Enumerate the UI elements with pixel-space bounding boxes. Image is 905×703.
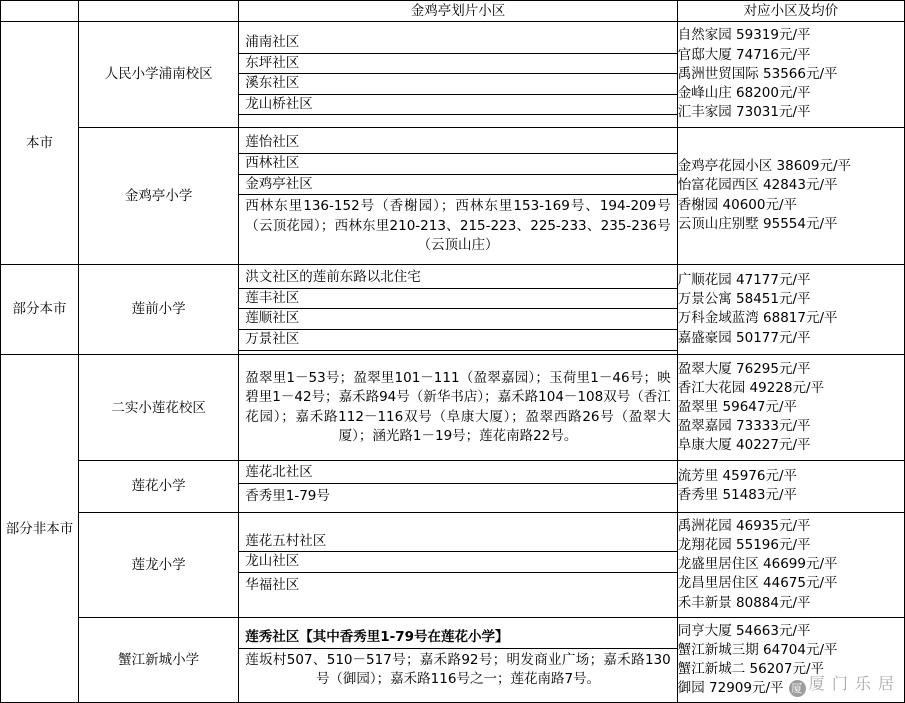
watermark-text: 厦 门 乐 居 <box>808 674 895 693</box>
table-row <box>1 461 905 512</box>
list-item: 嘉盛豪园 50177元/平 <box>677 329 811 346</box>
list-item: 禹洲花园 46935元/平 <box>677 517 811 534</box>
list-item: 蟹江新城二 56207元/平 <box>677 661 825 678</box>
list-item: 莲怡社区 <box>239 133 676 154</box>
list-item: 香榭园 40600元/平 <box>677 196 798 213</box>
list-item: 同亨大厦 54663元/平 <box>677 622 811 639</box>
school-cell: 金鸡亭小学 <box>79 127 239 264</box>
list-item: 盈翠大厦 76295元/平 <box>677 360 811 377</box>
list-item: 云顶山庄别墅 95554元/平 <box>677 215 838 232</box>
list-item: 莲花北社区 <box>239 463 676 484</box>
list-item: 蟹江新城三期 64704元/平 <box>677 641 838 658</box>
list-item: 洪文社区的莲前东路以北住宅 <box>239 268 676 289</box>
list-item: 金峰山庄 68200元/平 <box>677 84 811 101</box>
price-cell <box>677 461 904 512</box>
list-item: 御园 72909元/平 <box>677 680 784 697</box>
price-cell <box>677 618 904 703</box>
price-cell <box>677 22 904 128</box>
list-item: 盈翠嘉园 73333元/平 <box>677 418 811 435</box>
list-item: 流芳里 45976元/平 <box>677 468 798 485</box>
zone-cell <box>239 512 677 618</box>
header-blank-category <box>1 1 79 22</box>
school-cell: 莲龙小学 <box>79 512 239 618</box>
list-item: 官邸大厦 74716元/平 <box>677 46 811 63</box>
table-row <box>1 127 905 264</box>
header-blank-school <box>79 1 239 22</box>
school-cell: 莲花小学 <box>79 461 239 512</box>
category-cell: 部分非本市 <box>1 355 79 703</box>
list-item: 盈翠里 59647元/平 <box>677 399 798 416</box>
list-item: 龙翔花园 55196元/平 <box>677 537 811 554</box>
list-item: 龙山社区 <box>239 552 676 573</box>
price-cell <box>677 127 904 264</box>
list-item: 禾丰新景 80884元/平 <box>677 594 811 611</box>
table-header-row <box>1 1 905 22</box>
list-item: 东坪社区 <box>239 54 676 75</box>
zone-cell <box>239 127 677 264</box>
list-item: 香秀里1-79号 <box>245 487 330 504</box>
list-item: 万景社区 <box>239 330 676 351</box>
table-row <box>1 22 905 128</box>
price-cell <box>677 355 904 461</box>
price-cell <box>677 264 904 355</box>
zone-cell <box>239 355 677 461</box>
list-item: 阜康大厦 40227元/平 <box>677 437 811 454</box>
school-cell: 二实小莲花校区 <box>79 355 239 461</box>
table-row <box>1 264 905 355</box>
list-item: 浦南社区 <box>239 33 676 54</box>
list-item: 龙昌里居住区 44675元/平 <box>677 575 838 592</box>
list-item: 西林东里136-152号（香榭园）；西林东里153-169号、194-209号（云顶花园）；西林东里210-213、215-223、225-233、235-236号（云顶山庄） <box>245 198 671 254</box>
list-item: 万科金域蓝湾 68817元/平 <box>677 310 838 327</box>
school-cell: 蟹江新城小学 <box>79 618 239 703</box>
list-item: 自然家园 59319元/平 <box>677 27 811 44</box>
table-row <box>1 618 905 703</box>
table-row <box>1 512 905 618</box>
category-cell: 本市 <box>1 22 79 265</box>
list-item: 广顺花园 47177元/平 <box>677 272 811 289</box>
list-item: 龙盛里居住区 46699元/平 <box>677 556 838 573</box>
list-item: 西林社区 <box>239 154 676 175</box>
list-item: 龙山桥社区 <box>239 95 676 116</box>
list-item: 溪东社区 <box>239 74 676 95</box>
school-cell: 人民小学浦南校区 <box>79 22 239 128</box>
list-item: 金鸡亭花园小区 38609元/平 <box>677 158 852 175</box>
zone-cell <box>239 618 677 703</box>
list-item: 莲顺社区 <box>239 309 676 330</box>
price-cell <box>677 512 904 618</box>
list-item: 金鸡亭社区 <box>239 175 676 196</box>
header-zone-column: 金鸡亭划片小区 <box>239 1 677 22</box>
school-cell: 莲前小学 <box>79 264 239 355</box>
zone-cell <box>239 264 677 355</box>
list-item: 禹洲世贸国际 53566元/平 <box>677 65 838 82</box>
list-item: 香秀里 51483元/平 <box>677 487 798 504</box>
list-item: 华福社区 <box>245 576 300 593</box>
list-item: 香江大花园 49228元/平 <box>677 380 825 396</box>
zone-cell <box>239 22 677 128</box>
list-item: 盈翠里1－53号；盈翠里101－111（盈翠嘉园）；玉荷里1－46号；映碧里1－42号；嘉禾路94号（新华书店）；嘉禾路104－108双号（香江花园）；嘉禾路112－116双号（阜康大厦）；盈翠西路26号（盈翠大厦）；涵光路1－19号；莲花南路22号。 <box>245 369 671 445</box>
list-item: 汇丰家园 73031元/平 <box>677 104 811 121</box>
watermark-logo-icon: 厦 <box>789 680 806 697</box>
zone-cell <box>239 461 677 512</box>
list-item: 莲花五村社区 <box>239 532 676 553</box>
list-item: 莲丰社区 <box>239 289 676 310</box>
list-item: 莲坂村507、510－517号；嘉禾路92号；明发商业广场；嘉禾路130号（御园）；嘉禾路116号之一；莲花南路7号。 <box>245 651 671 688</box>
list-item: 万景公寓 58451元/平 <box>677 291 811 308</box>
table-row <box>1 355 905 461</box>
list-item: 怡富花园西区 42843元/平 <box>677 177 838 194</box>
list-item: 莲秀社区【其中香秀里1-79号在莲花小学】 <box>239 628 676 649</box>
header-price-column: 对应小区及均价 <box>677 1 904 22</box>
category-cell: 部分本市 <box>1 264 79 355</box>
